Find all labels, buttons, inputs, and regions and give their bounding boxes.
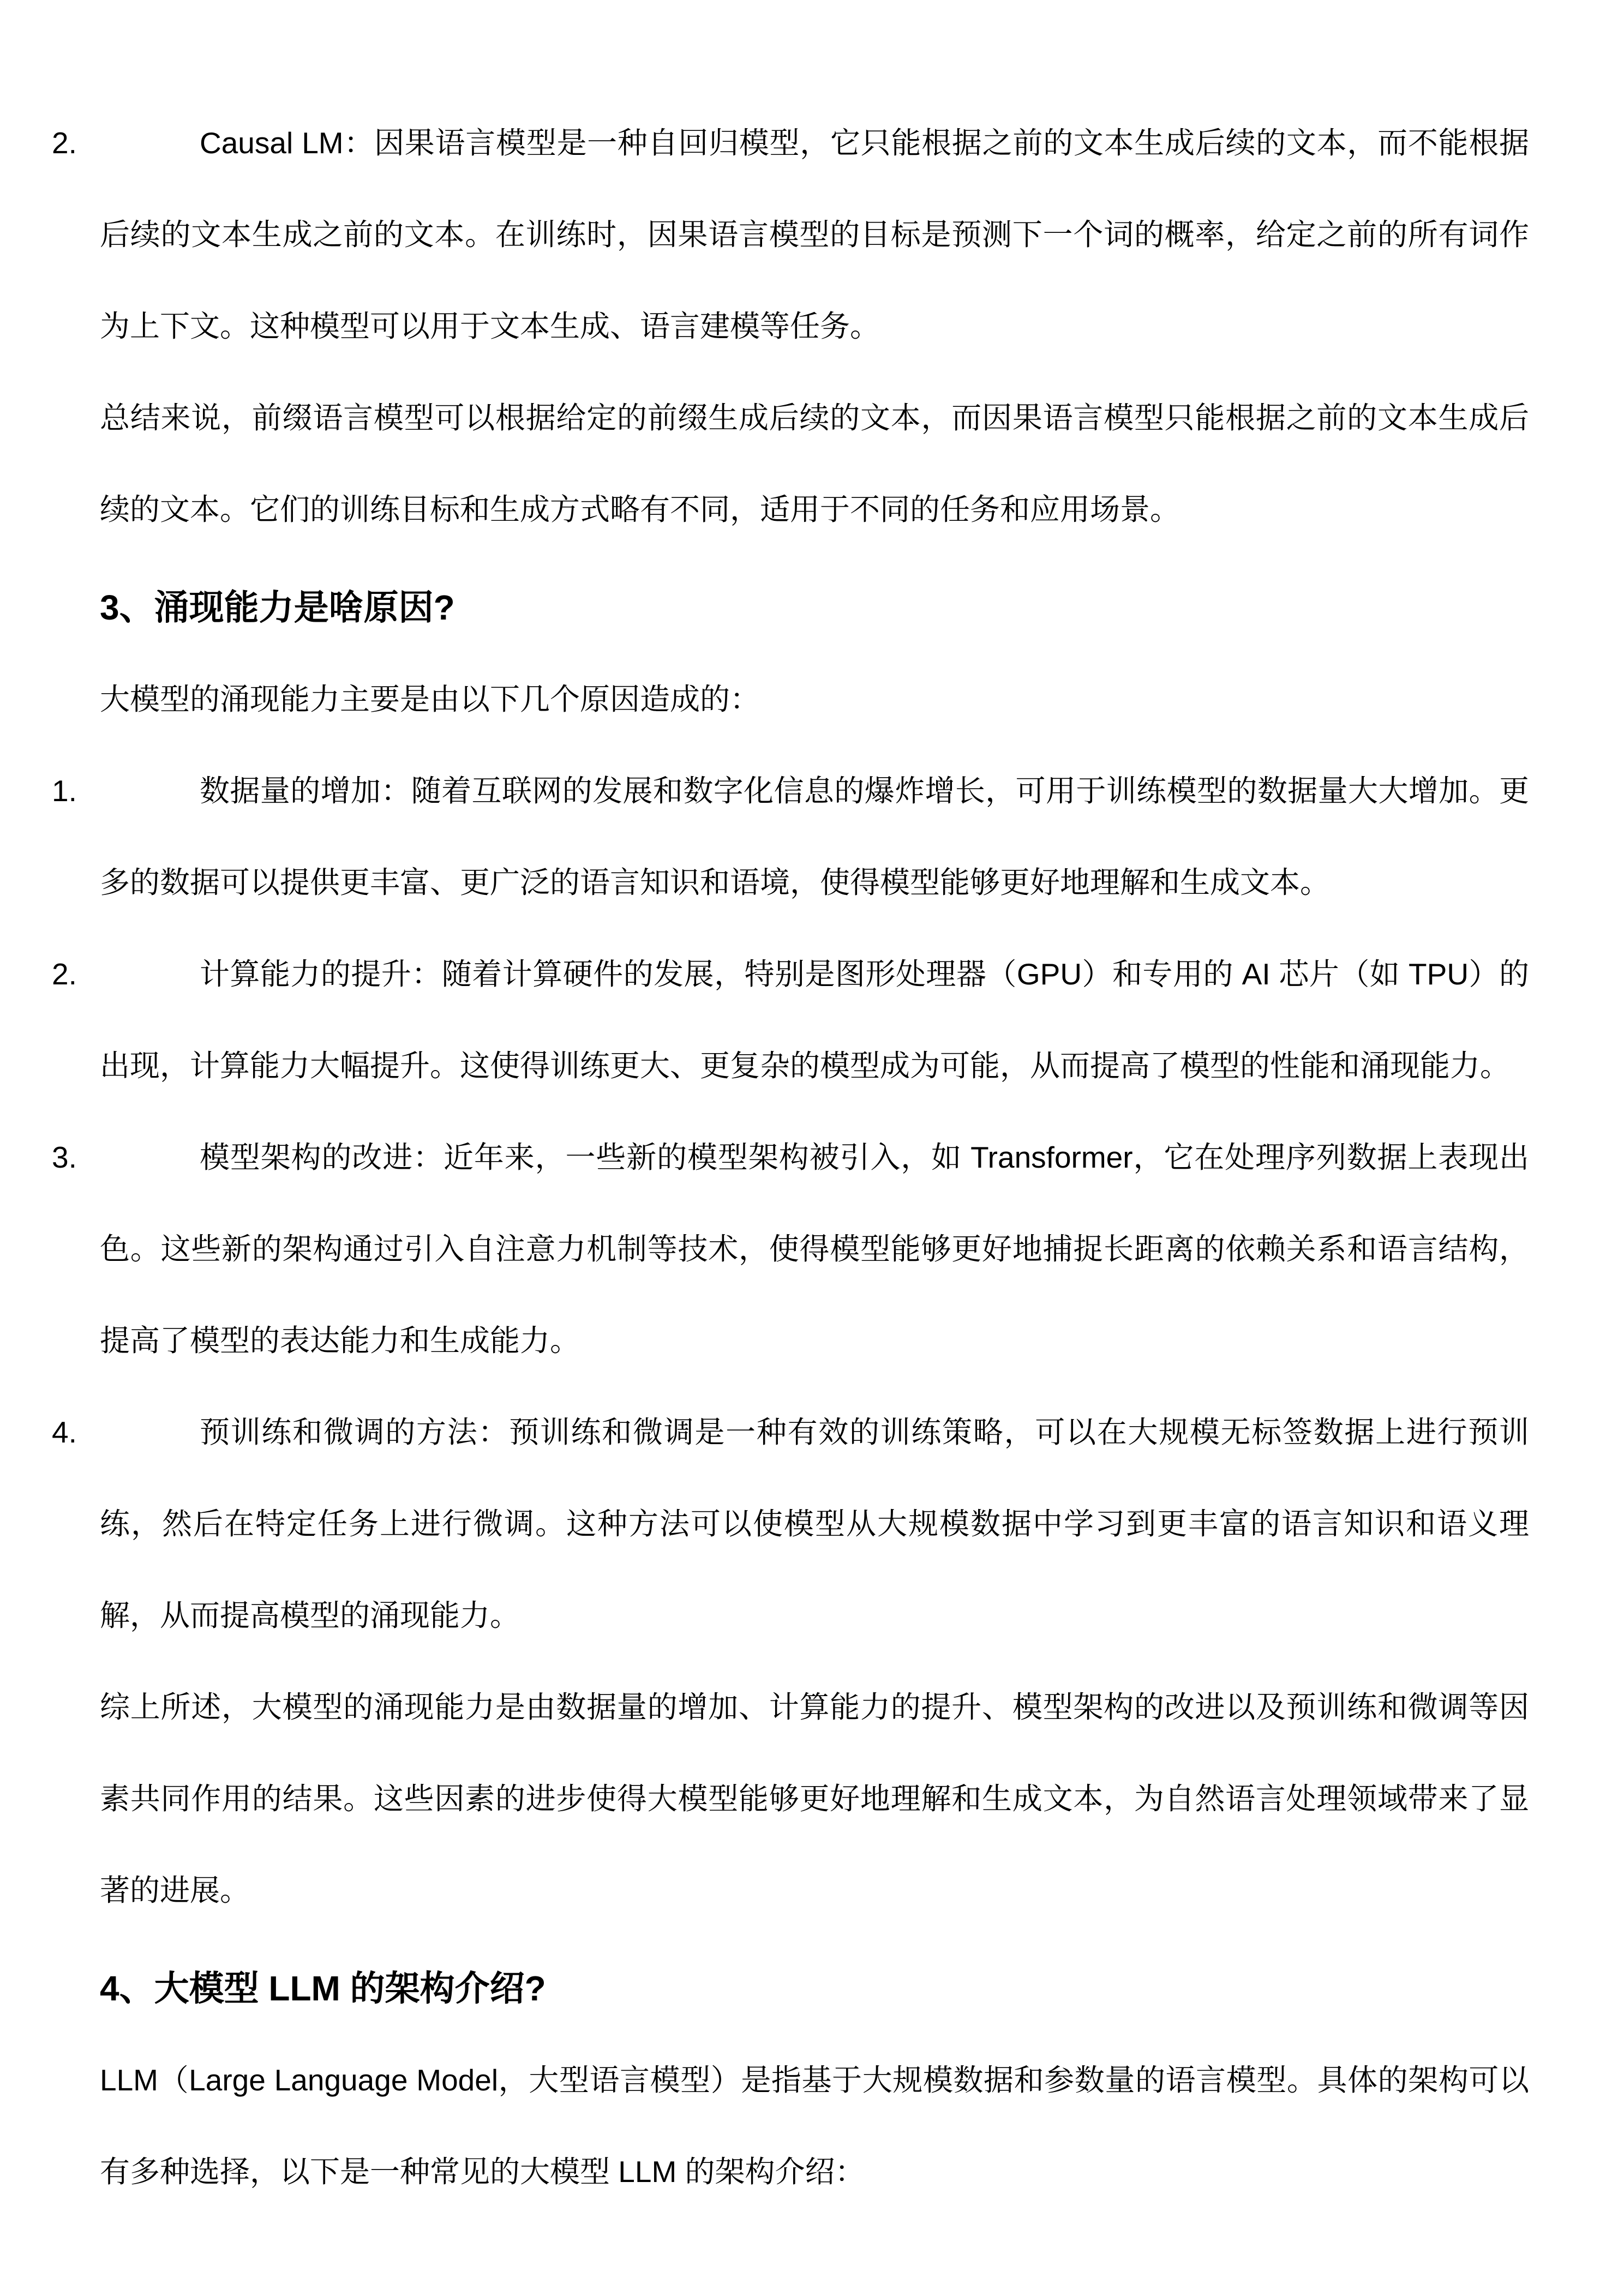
list-item-number: 2. <box>52 126 77 160</box>
document-content <box>52 97 1529 2217</box>
list-item-text: 预训练和微调的方法：预训练和微调是一种有效的训练策略，可以在大规模无标签数据上进行预训练，然后在特定任务上进行微调。这种方法可以使模型从大规模数据中学习到更丰富的语言知识和语义理解，从而提高模型的涌现能力。 <box>100 1415 1529 1632</box>
section-heading: 3、涌现能力是啥原因? <box>100 588 455 627</box>
list-item-text: 计算能力的提升：随着计算硬件的发展，特别是图形处理器（GPU）和专用的 AI 芯片（如 TPU）的出现，计算能力大幅提升。这使得训练更大、更复杂的模型成为可能，从而提高了模型的性能和涌现能力。 <box>100 957 1529 1083</box>
ordered-list-item <box>52 928 1529 1111</box>
paragraph: 综上所述，大模型的涌现能力是由数据量的增加、计算能力的提升、模型架构的改进以及预训练和微调等因素共同作用的结果。这些因素的进步使得大模型能够更好地理解和生成文本，为自然语言处理领域带来了显著的进展。 <box>100 1690 1529 1907</box>
list-item-number: 1. <box>52 774 77 808</box>
list-item-number: 2. <box>52 957 77 991</box>
paragraph: 总结来说，前缀语言模型可以根据给定的前缀生成后续的文本，而因果语言模型只能根据之前的文本生成后续的文本。它们的训练目标和生成方式略有不同，适用于不同的任务和应用场景。 <box>100 401 1529 526</box>
list-item-text: Causal LM：因果语言模型是一种自回归模型，它只能根据之前的文本生成后续的文本，而不能根据后续的文本生成之前的文本。在训练时，因果语言模型的目标是预测下一个词的概率，给定之前的所有词作为上下文。这种模型可以用于文本生成、语言建模等任务。 <box>100 126 1529 343</box>
section-heading: 4、大模型 LLM 的架构介绍? <box>100 1969 546 2008</box>
ordered-list-item <box>52 1386 1529 1661</box>
list-item-text: 数据量的增加：随着互联网的发展和数字化信息的爆炸增长，可用于训练模型的数据量大大增加。更多的数据可以提供更丰富、更广泛的语言知识和语境，使得模型能够更好地理解和生成文本。 <box>100 774 1529 899</box>
list-item-number: 4. <box>52 1415 77 1449</box>
ordered-list-item <box>52 1111 1529 1386</box>
ordered-list-item <box>52 745 1529 928</box>
ordered-list-item <box>52 97 1529 372</box>
list-item-number: 3. <box>52 1140 77 1174</box>
paragraph: 大模型的涌现能力主要是由以下几个原因造成的： <box>100 682 760 716</box>
list-item-text: 模型架构的改进：近年来，一些新的模型架构被引入，如 Transformer，它在处理序列数据上表现出色。这些新的架构通过引入自注意力机制等技术，使得模型能够更好地捕捉长距离的依赖关系和语言结构，提高了模型的表达能力和生成能力。 <box>100 1140 1529 1357</box>
paragraph: LLM（Large Language Model，大型语言模型）是指基于大规模数据和参数量的语言模型。具体的架构可以有多种选择，以下是一种常见的大模型 LLM 的架构介绍： <box>100 2063 1529 2189</box>
